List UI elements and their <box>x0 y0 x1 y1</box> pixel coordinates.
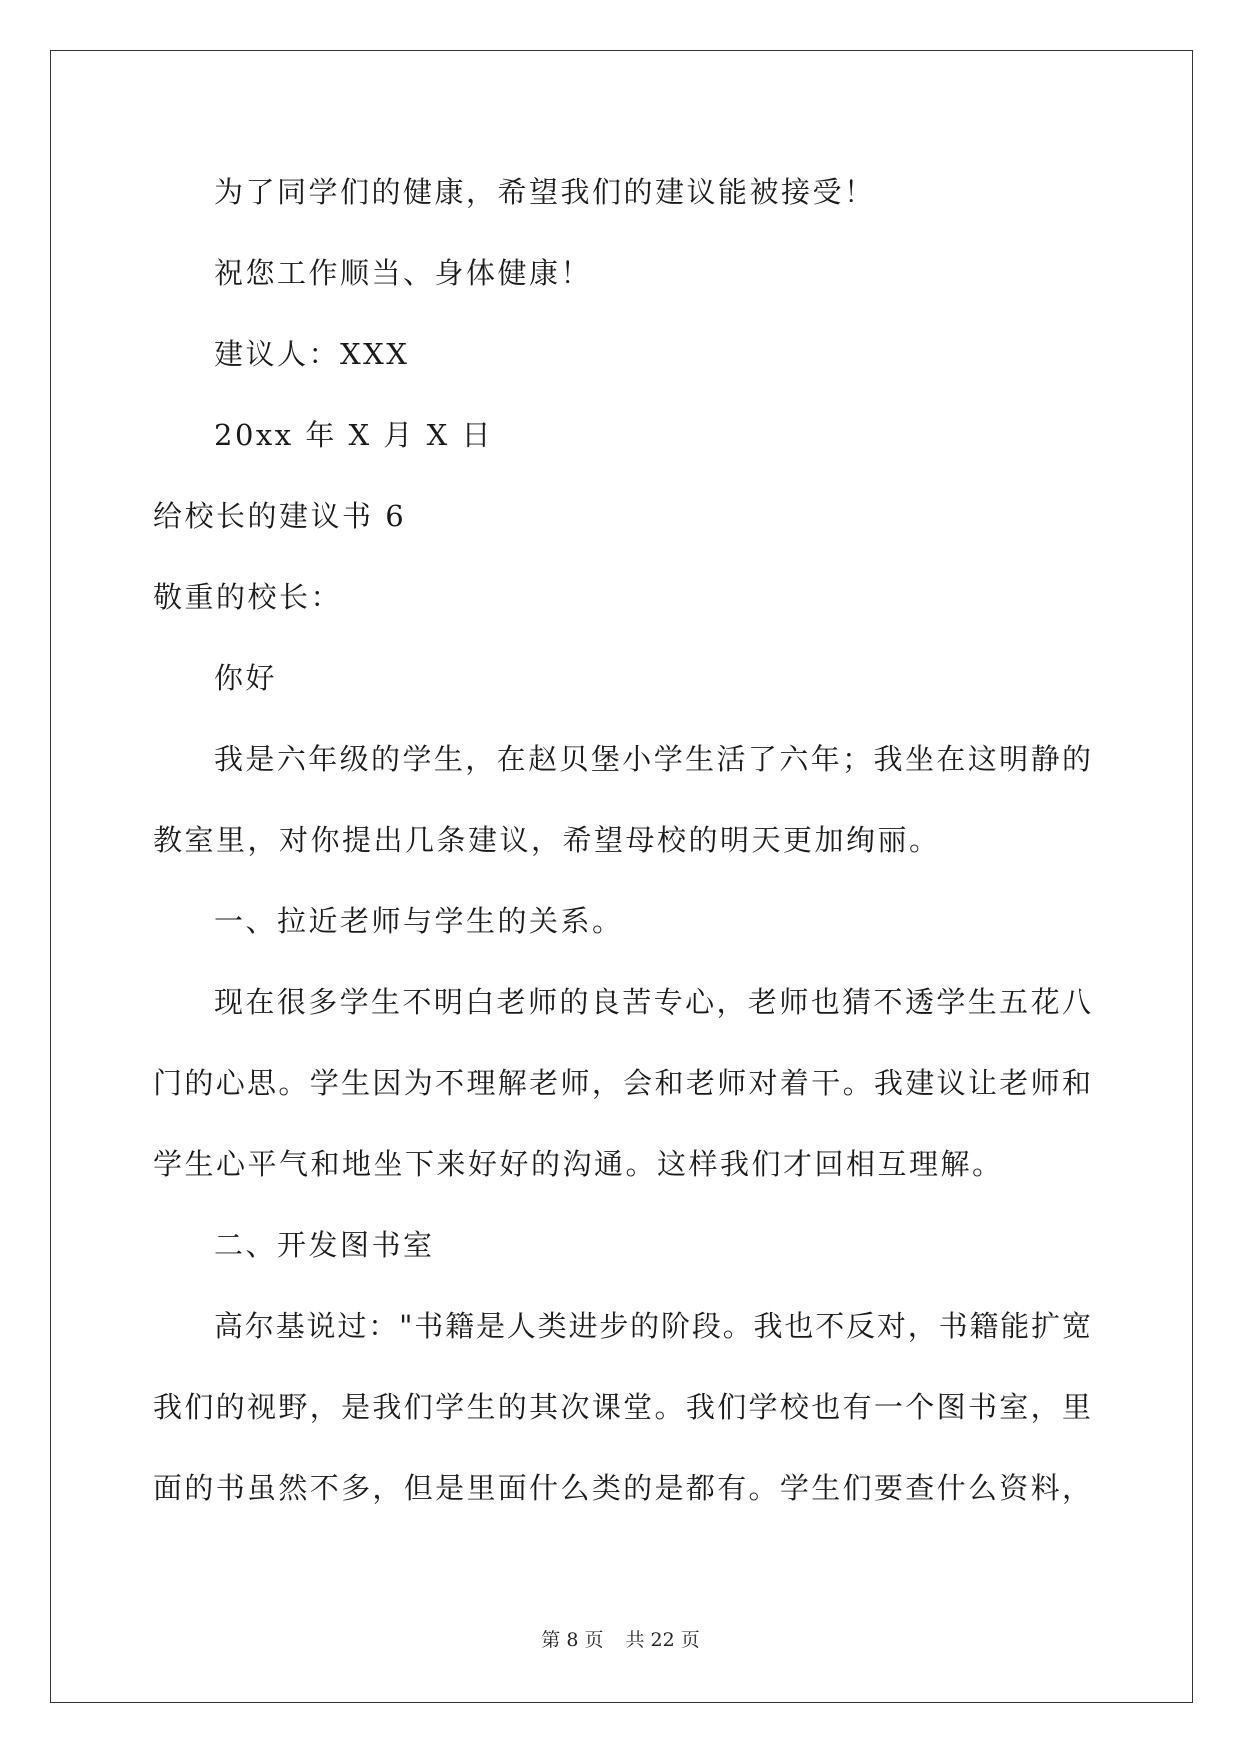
greeting: 你好 <box>214 661 278 695</box>
salutation: 敬重的校长： <box>153 580 343 614</box>
list-heading: 二、开发图书室 <box>214 1228 435 1262</box>
page-number: 第 8 页 <box>541 1629 604 1651</box>
text-line: 高尔基说过："书籍是人类进步的阶段。我也不反对，书籍能扩宽 <box>214 1309 1091 1343</box>
text-line: 门的心思。学生因为不理解老师，会和老师对着干。我建议让老师和 <box>153 1066 1091 1100</box>
section-heading: 给校长的建议书 6 <box>153 499 407 533</box>
text-line: 教室里，对你提出几条建议，希望母校的明天更加绚丽。 <box>153 823 941 857</box>
page-border <box>50 50 1193 1703</box>
page-footer <box>0 1628 1241 1652</box>
text-line: 建议人：XXX <box>214 337 410 371</box>
text-line: 现在很多学生不明白老师的良苦专心，老师也猜不透学生五花八 <box>214 985 1091 1019</box>
text-line: 20xx 年 X 月 X 日 <box>214 418 493 452</box>
page-total: 共 22 页 <box>625 1629 700 1651</box>
text-line: 祝您工作顺当、身体健康！ <box>214 256 593 290</box>
text-line: 面的书虽然不多，但是里面什么类的是都有。学生们要查什么资料， <box>153 1471 1091 1505</box>
list-heading: 一、拉近老师与学生的关系。 <box>214 904 624 938</box>
text-line: 我是六年级的学生，在赵贝堡小学生活了六年；我坐在这明静的 <box>214 742 1091 776</box>
text-line: 我们的视野，是我们学生的其次课堂。我们学校也有一个图书室，里 <box>153 1390 1091 1424</box>
text-line: 学生心平气和地坐下来好好的沟通。这样我们才回相互理解。 <box>153 1147 1004 1181</box>
text-line: 为了同学们的健康，希望我们的建议能被接受！ <box>214 175 876 209</box>
